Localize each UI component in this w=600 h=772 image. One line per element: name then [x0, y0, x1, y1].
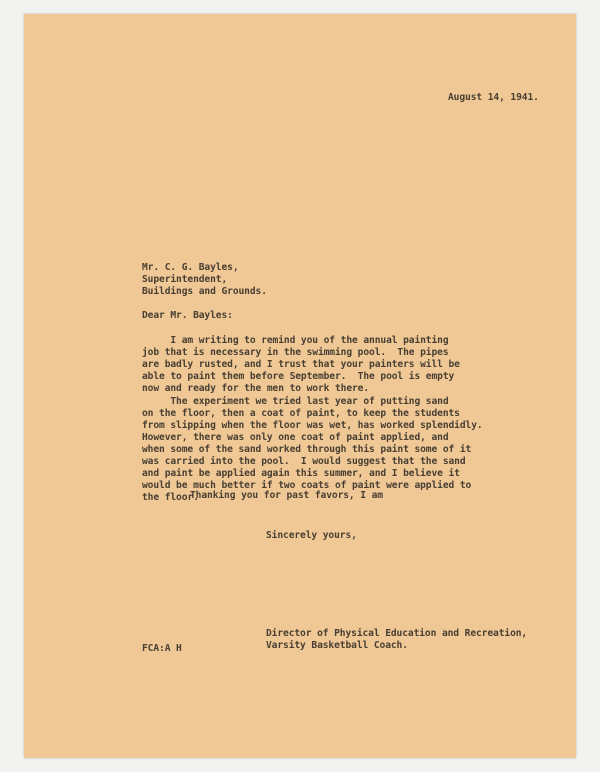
paragraph-2: [142, 396, 483, 504]
body-line: The experiment we tried last year of putting sand: [142, 396, 449, 407]
body-line: from slipping when the floor was wet, has worked splendidly.: [142, 420, 483, 431]
body-line: job that is necessary in the swimming pool. The pipes: [142, 347, 449, 358]
title-line: Director of Physical Education and Recreation,: [266, 628, 528, 639]
address-line: Mr. C. G. Bayles,: [142, 262, 239, 273]
body-line: was carried into the pool. I would suggest that the sand: [142, 456, 466, 467]
body-line: are badly rusted, and I trust that your painters will be: [142, 359, 460, 370]
body-line: now and ready for the men to work there.: [142, 383, 370, 394]
letter-date: August 14, 1941.: [448, 92, 539, 103]
body-line: would be much better if two coats of paint were applied to: [142, 480, 472, 491]
closing: Sincerely yours,: [266, 530, 357, 541]
body-line: when some of the sand worked through this paint some of it: [142, 444, 472, 455]
paragraph-3: Thanking you for past favors, I am: [190, 490, 383, 501]
body-line: However, there was only one coat of paint applied, and: [142, 432, 449, 443]
body-line: the floor.: [142, 492, 199, 503]
salutation: Dear Mr. Bayles:: [142, 310, 233, 321]
address-line: Buildings and Grounds.: [142, 286, 267, 297]
signature-title: [266, 628, 527, 652]
body-line: I am writing to remind you of the annual painting: [142, 335, 449, 346]
title-line: Varsity Basketball Coach.: [266, 640, 408, 651]
letter-sheet: [24, 14, 576, 758]
body-line: able to paint them before September. The pool is empty: [142, 371, 455, 382]
recipient-address: [142, 262, 267, 298]
address-line: Superintendent,: [142, 274, 228, 285]
body-line: on the floor, then a coat of paint, to keep the students: [142, 408, 460, 419]
body-line: and paint be applied again this summer, and I believe it: [142, 468, 460, 479]
paragraph-1: [142, 335, 460, 395]
reference-initials: FCA:A H: [142, 643, 182, 654]
